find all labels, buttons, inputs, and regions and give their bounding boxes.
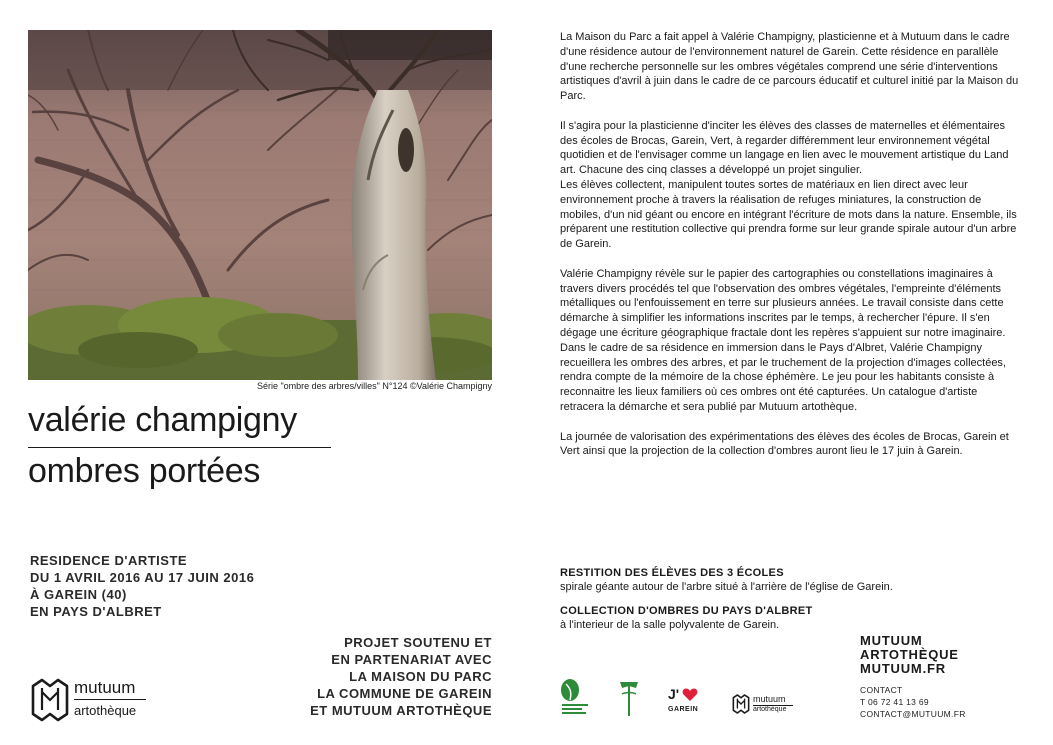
partner-logos [560,676,810,720]
support-line: LA COMMUNE DE GAREIN [317,686,492,701]
body-text [560,30,1022,474]
logo-word-mutuum: mutuum [74,678,136,697]
body-paragraph: La journée de valorisation des expérimentations des élèves des écoles de Brocas, Garein et Vert ainsi que la projection de la collection d'ombres auront lieu le 17 juin à Garein. [560,430,1009,458]
artwork-photo [28,30,492,380]
artist-name: valérie champigny [28,401,297,439]
residence-info [30,552,254,620]
residence-line: DU 1 AVRIL 2016 AU 17 JUIN 2016 [30,570,255,585]
body-paragraph: Il s'agira pour la plasticienne d'inciter les élèves des classes de maternelles et élémentaires des écoles de Brocas, Garein, Vert, à regarder différemment leur environnement végétal quotidien et de l'envisager comme un langage en lien avec le mouvement artistique du Land art. Chacune des cinq classes a développé un projet singulier. Les élèves collectent, manipulent toutes sortes de matériaux en lien direct avec leur environnement proche à travers la réalisation de refuges miniatures, la construction de mobiles, d'un nid géant ou encore en intégrant l'écriture de mots dans la nature. Ensemble, ils préparent une restitution collective qui prendra forme sur leur grande spirale autour d'un arbre de Garein. [560,119,1017,251]
residence-line: EN PAYS D'ALBRET [30,604,162,619]
residence-line: À GAREIN (40) [30,587,127,602]
event-description: spirale géante autour de l'arbre situé à l'arrière de l'église de Garein. [560,581,893,593]
event-title: RESTITION DES ÉLÈVES DES 3 ÉCOLES [560,567,784,579]
contact-label: CONTACT [860,685,903,695]
body-paragraph: La Maison du Parc a fait appel à Valérie Champigny, plasticienne et à Mutuum dans le cadre d'une résidence autour de l'environnement naturel de Garein. Cette résidence en parallèle d'une recherche personnelle sur les ombres végétales comprend une série d'interventions artistiques d'avril à juin dans le cadre de ce parcours éducatif et culturel initié par la Maison du Parc. [560,31,1019,103]
garein-j-text: J' [668,686,680,702]
contact-brand-line: MUTUUM [860,633,923,648]
mutuum-partner-word2: artothèque [753,706,787,713]
contact-block [860,634,1040,720]
logo-divider [74,699,146,700]
mutuum-mark-small-icon [732,694,750,714]
garein-logo [668,686,704,716]
parc-naturel-logo-icon [560,678,590,718]
photo-caption: Série "ombre des arbres/villes" N°124 ©Valérie Champigny [256,381,492,391]
contact-phone[interactable]: T 06 72 41 13 69 [860,697,929,707]
garein-word: GAREIN [668,706,699,713]
support-line: EN PARTENARIAT AVEC [331,652,492,667]
contact-brand-line: ARTOTHÈQUE [860,647,959,662]
event-title: COLLECTION D'OMBRES DU PAYS D'ALBRET [560,605,813,617]
support-line: PROJET SOUTENU ET [344,635,492,650]
exhibition-title: ombres portées [28,452,261,490]
contact-website-link[interactable]: MUTUUM.FR [860,661,946,676]
support-line: LA MAISON DU PARC [349,669,492,684]
mutuum-mark-icon [30,678,70,722]
mutuum-logo [30,678,160,722]
residence-line: RESIDENCE D'ARTISTE [30,553,188,568]
logo-word-artotheque: artothèque [74,703,137,718]
event-description: à l'interieur de la salle polyvalente de Garein. [560,619,780,631]
events-list [560,566,1020,642]
heart-icon [682,688,698,702]
tree-shadow-image [28,30,492,380]
commune-logo-icon [614,678,644,718]
support-info [270,634,492,719]
mutuum-partner-logo [732,694,812,718]
mutuum-partner-word1: mutuum [753,694,786,704]
contact-email-link[interactable]: CONTACT@MUTUUM.FR [860,709,966,719]
support-line: ET MUTUUM ARTOTHÈQUE [310,703,492,718]
body-paragraph: Valérie Champigny révèle sur le papier des cartographies ou constellations imaginaires à travers divers procédés tel que l'observation des ombres végétales, l'empreinte d'éléments métalliques ou l'enfouissement en terre sur plusieurs années. Le travail consiste dans cette démarche à simplifier les informations inscrites par le temps, à rechercher l'épure. Il s'en dégage une écriture géographique fractale dont les repères s'appuient sur notre imaginaire. Dans le cadre de sa résidence en immersion dans le Pays d'Albret, Valérie Champigny recueillera les ombres des arbres, et par le truchement de la projection d'images collectées, rendra compte de la mémoire de la chose éphémère. Le jeu pour les habitants consiste à reconnaitre les lieux familiers où ces ombres ont été capturées. Un catalogue d'artiste retracera la démarche et sera publié par Mutuum artothèque. [560,267,1006,413]
